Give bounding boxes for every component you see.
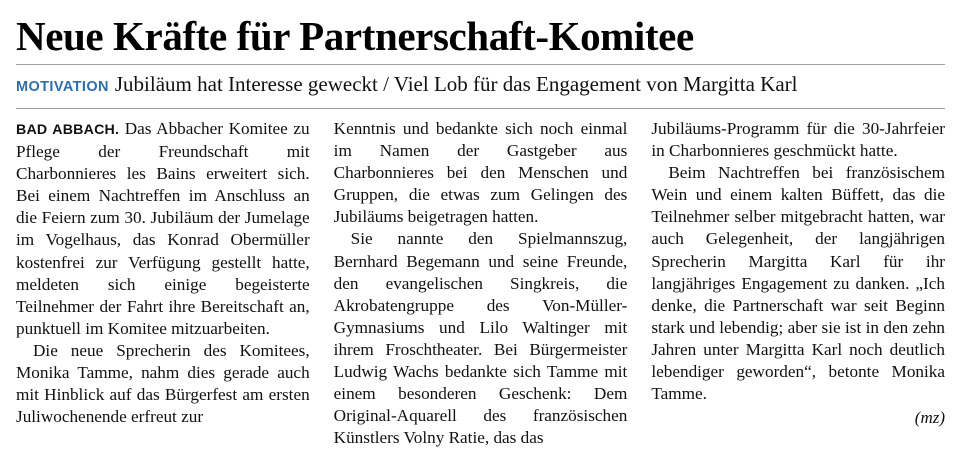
article-column-3 [651,118,945,429]
paragraph: Jubiläums-Programm für die 30-Jahrfeier in Charbonnieres geschmückt hatte. [651,119,946,161]
paragraph [16,118,310,340]
paragraph: Die neue Sprecherin des Komitees, Monika Tamme, nahm dies gerade auch mit Hinblick auf das Bürgerfest am ersten Juliwochenende erfreut zur [16,340,310,427]
section-kicker: MOTIVATION [16,79,109,95]
author-signature: (mz) [914,408,946,428]
headline-divider [16,64,945,65]
paragraph: Beim Nachtreffen bei französischem Wein und einem kalten Büffett, das die Teilnehmer selber mitgebracht hatten, war auch Gelegenheit, der langjährigen Sprecherin Margitta Karl für ihr langjähriges Engagement zu danken. „Ich denke, die Partnerschaft war seit Beginn stark und lebendig; aber sie ist in den zehn Jahren unter Margitta Karl noch deutlich lebendiger geworden“, betonte Monika Tamme. [651,163,946,404]
paragraph: Kenntnis und bedankte sich noch einmal im Namen der Gastgeber aus Charbonnieres bei den Menschen und Gruppen, die etwas zum Gelingen des Jubiläums beigetragen hatten. [333,119,628,227]
article-columns [16,118,945,449]
article-column-1 [16,118,310,428]
subheadline [16,72,945,99]
page-title: Neue Kräfte für Partnerschaft-Komitee [16,13,694,59]
article-column-2 [334,118,628,449]
paragraph-text: Das Abbacher Komitee zu Pflege der Freundschaft mit Charbonnieres les Bains erweitert sich. Bei einem Nachtreffen im Anschluss an die Feiern zum 30. Jubiläum der Jumelage im Vogelhaus, das Konrad Obermüller kostenfrei zur Verfügung gestellt hatte, meldeten sich einige begeisterte Teilnehmer der Fahrt ihre Bereitschaft an, punktuell im Komitee mitzuarbeiten. [16,119,310,338]
subheadline-text: Jubiläum hat Interesse geweckt / Viel Lob für das Engagement von Margitta Karl [114,72,798,96]
body-divider [16,108,945,109]
paragraph: Sie nannte den Spielmannszug, Bernhard Begemann und seine Freunde, den evangelischen Singkreis, die Akrobatengruppe des Von-Müller-Gymnasiums und Lilo Waltinger mit ihrem Froschtheater. Bei Bürgermeister Ludwig Wachs bedankte sich Tamme mit einem besonderen Geschenk: Dem Original-Aquarell des französischen Künstlers Volny Ratie, das das [333,229,628,448]
dateline: BAD ABBACH. [16,122,120,138]
